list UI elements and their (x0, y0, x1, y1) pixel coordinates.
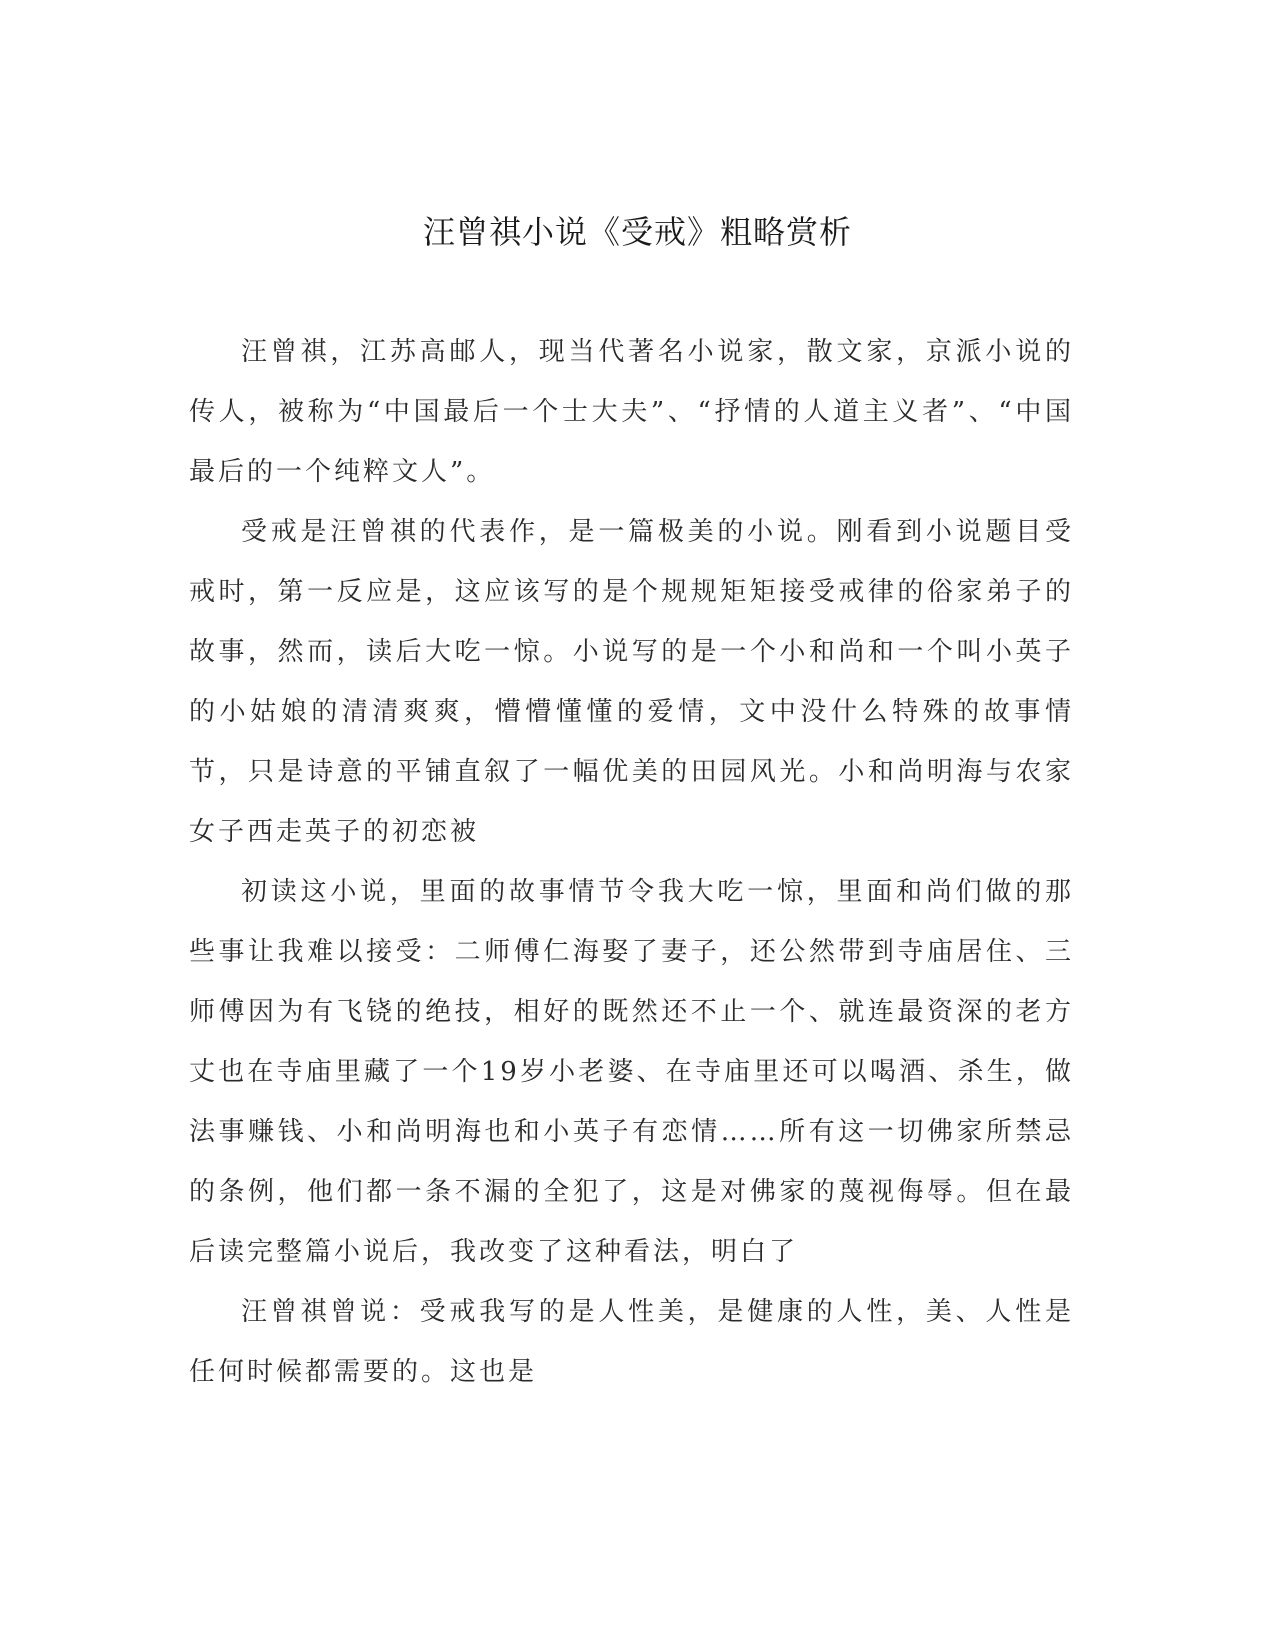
document-title: 汪曾祺小说《受戒》粗略赏析 (422, 213, 852, 251)
paragraph-1: 汪曾祺，江苏高邮人，现当代著名小说家，散文家，京派小说的传人，被称为“中国最后一个士大夫”、“抒情的人道主义者”、“中国最后的一个纯粹文人”。 (189, 337, 1074, 487)
document-body (189, 322, 1074, 1402)
paragraph-2: 受戒是汪曾祺的代表作，是一篇极美的小说。刚看到小说题目受戒时，第一反应是，这应该写的是个规规矩矩接受戒律的俗家弟子的故事，然而，读后大吃一惊。小说写的是一个小和尚和一个叫小英子的小姑娘的清清爽爽，懵懵懂懂的爱情，文中没什么特殊的故事情节，只是诗意的平铺直叙了一幅优美的田园风光。小和尚明海与农家女子西走英子的初恋被 (189, 517, 1074, 847)
paragraph-3: 初读这小说，里面的故事情节令我大吃一惊，里面和尚们做的那些事让我难以接受：二师傅仁海娶了妻子，还公然带到寺庙居住、三师傅因为有飞铙的绝技，相好的既然还不止一个、就连最资深的老方丈也在寺庙里藏了一个19岁小老婆、在寺庙里还可以喝酒、杀生，做法事赚钱、小和尚明海也和小英子有恋情……所有这一切佛家所禁忌的条例，他们都一条不漏的全犯了，这是对佛家的蔑视侮辱。但在最后读完整篇小说后，我改变了这种看法，明白了 (189, 877, 1074, 1267)
paragraph-4: 汪曾祺曾说：受戒我写的是人性美，是健康的人性，美、人性是任何时候都需要的。这也是 (189, 1297, 1074, 1387)
